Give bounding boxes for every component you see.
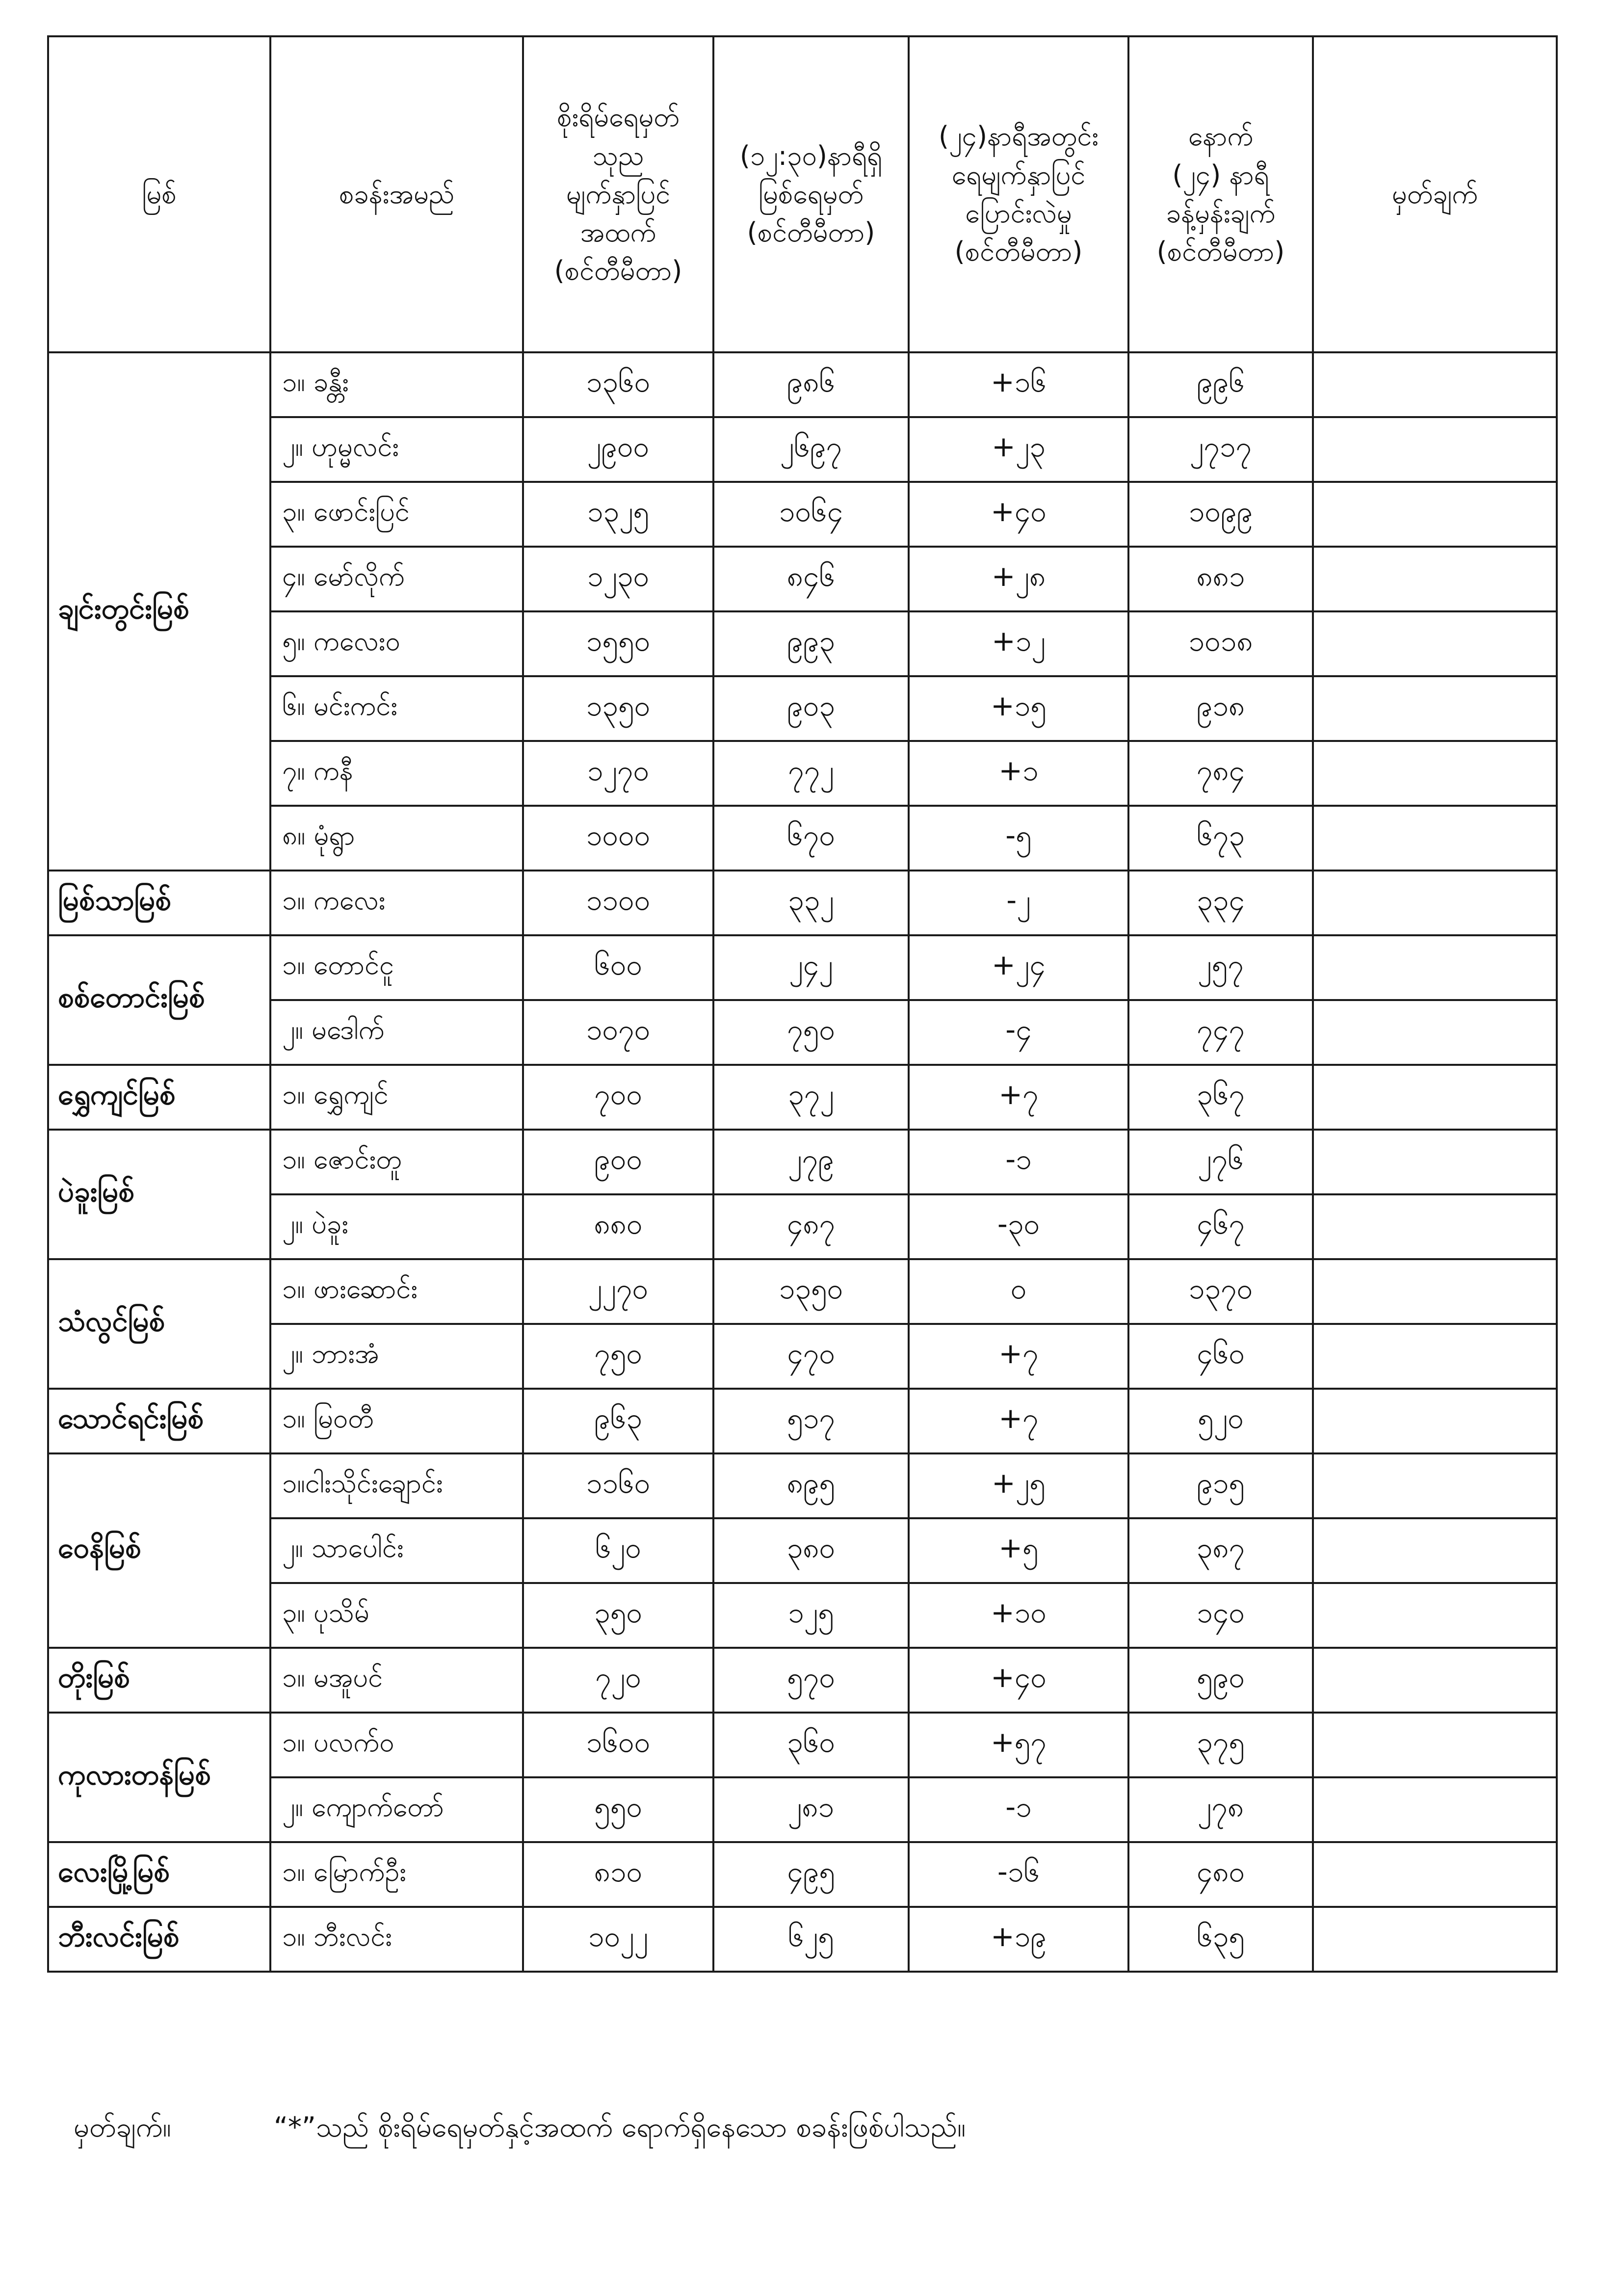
level-change-cell: -၅ xyxy=(909,806,1128,871)
level-change-cell: +၂၄ xyxy=(909,935,1128,1000)
level-change-cell: +၁၅ xyxy=(909,676,1128,741)
footnote-text: “*”သည် စိုးရိမ်ရေမှတ်နှင့်အထက် ရောက်ရှိနေသော စခန်းဖြစ်ပါသည်။ xyxy=(273,2111,966,2143)
forecast-level-cell: ၁၀၁၈ xyxy=(1128,611,1313,676)
table-row xyxy=(48,935,1557,1000)
forecast-level-cell: ၁၃၇၀ xyxy=(1128,1259,1313,1324)
river-name-cell: လေးမြို့မြစ် xyxy=(48,1842,270,1907)
current-level-cell: ၃၈၀ xyxy=(713,1518,909,1583)
table-row xyxy=(48,1065,1557,1130)
level-change-cell: -၁ xyxy=(909,1130,1128,1194)
current-level-cell: ၃၆၀ xyxy=(713,1713,909,1777)
header-line: ပြောင်းလဲမှု xyxy=(965,198,1072,229)
river-name-cell: စစ်တောင်းမြစ် xyxy=(48,935,270,1065)
station-name-cell: ၂။ ပဲခူး xyxy=(270,1194,523,1259)
remark-cell xyxy=(1313,1648,1557,1713)
forecast-level-cell: ၉၁၈ xyxy=(1128,676,1313,741)
station-name-cell: ၄။ မော်လိုက် xyxy=(270,547,523,611)
level-change-cell: -၁ xyxy=(909,1777,1128,1842)
remark-cell xyxy=(1313,547,1557,611)
remark-cell xyxy=(1313,1583,1557,1648)
danger-level-cell: ၇၅၀ xyxy=(523,1324,713,1389)
header-line: (၂၄)နာရီအတွင်း xyxy=(938,121,1099,152)
forecast-level-cell: ၄၈၀ xyxy=(1128,1842,1313,1907)
header-line: စခန်းအမည် xyxy=(339,178,455,210)
river-name-cell: တိုးမြစ် xyxy=(48,1648,270,1713)
level-change-cell: +၄၀ xyxy=(909,482,1128,547)
danger-level-cell: ၂၉၀၀ xyxy=(523,417,713,482)
remark-cell xyxy=(1313,1777,1557,1842)
forecast-level-cell: ၉၁၅ xyxy=(1128,1453,1313,1518)
table-row xyxy=(48,1518,1557,1583)
danger-level-cell: ၃၅၀ xyxy=(523,1583,713,1648)
danger-level-cell: ၁၀၂၂ xyxy=(523,1907,713,1972)
header-line: မှတ်ချက် xyxy=(1391,178,1478,210)
station-name-cell: ၁။ငါးသိုင်းချောင်း xyxy=(270,1453,523,1518)
current-level-cell: ၁၂၅ xyxy=(713,1583,909,1648)
table-row xyxy=(48,1907,1557,1972)
table-row xyxy=(48,741,1557,806)
forecast-level-cell: ၅၉၀ xyxy=(1128,1648,1313,1713)
header-24h-forecast xyxy=(1128,36,1313,352)
header-line: မြစ်ရေမှတ် xyxy=(758,178,864,210)
station-name-cell: ၂။ မဒေါက် xyxy=(270,1000,523,1065)
station-name-cell: ၁။ ရွှေကျင် xyxy=(270,1065,523,1130)
station-name-cell: ၈။ မုံရွာ xyxy=(270,806,523,871)
header-danger-level xyxy=(523,36,713,352)
current-level-cell: ၅၇၀ xyxy=(713,1648,909,1713)
danger-level-cell: ၁၂၃၀ xyxy=(523,547,713,611)
header-line: ရေမျက်နှာပြင် xyxy=(951,159,1086,190)
level-change-cell: +၇ xyxy=(909,1324,1128,1389)
forecast-level-cell: ၆၃၅ xyxy=(1128,1907,1313,1972)
current-level-cell: ၇၇၂ xyxy=(713,741,909,806)
current-level-cell: ၄၈၇ xyxy=(713,1194,909,1259)
header-line: သုည xyxy=(592,140,644,171)
forecast-level-cell: ၄၆၀ xyxy=(1128,1324,1313,1389)
forecast-level-cell: ၅၂၀ xyxy=(1128,1389,1313,1453)
level-change-cell: +၁ xyxy=(909,741,1128,806)
forecast-level-cell: ၄၆၇ xyxy=(1128,1194,1313,1259)
remark-cell xyxy=(1313,482,1557,547)
current-level-cell: ၅၁၇ xyxy=(713,1389,909,1453)
danger-level-cell: ၇၂၀ xyxy=(523,1648,713,1713)
level-change-cell: +၅ xyxy=(909,1518,1128,1583)
table-row xyxy=(48,1130,1557,1194)
header-current-level xyxy=(713,36,909,352)
header-line: (စင်တီမီတာ) xyxy=(554,255,682,287)
remark-cell xyxy=(1313,1324,1557,1389)
danger-level-cell: ၁၀၇၀ xyxy=(523,1000,713,1065)
level-change-cell: -၃၀ xyxy=(909,1194,1128,1259)
station-name-cell: ၃။ ဖောင်းပြင် xyxy=(270,482,523,547)
danger-level-cell: ၉၆၃ xyxy=(523,1389,713,1453)
table-row xyxy=(48,1842,1557,1907)
remark-cell xyxy=(1313,1713,1557,1777)
level-change-cell: -၁၆ xyxy=(909,1842,1128,1907)
current-level-cell: ၈၉၅ xyxy=(713,1453,909,1518)
remark-cell xyxy=(1313,1907,1557,1972)
table-row xyxy=(48,1259,1557,1324)
remark-cell xyxy=(1313,806,1557,871)
remark-cell xyxy=(1313,1842,1557,1907)
station-name-cell: ၁။ မအူပင် xyxy=(270,1648,523,1713)
station-name-cell: ၁။ တောင်ငူ xyxy=(270,935,523,1000)
level-change-cell: +၄၀ xyxy=(909,1648,1128,1713)
level-change-cell: +၂၅ xyxy=(909,1453,1128,1518)
forecast-level-cell: ၂၅၇ xyxy=(1128,935,1313,1000)
remark-cell xyxy=(1313,1194,1557,1259)
forecast-level-cell: ၉၉၆ xyxy=(1128,352,1313,417)
remark-cell xyxy=(1313,417,1557,482)
station-name-cell: ၃။ ပုသိမ် xyxy=(270,1583,523,1648)
current-level-cell: ၃၃၂ xyxy=(713,871,909,935)
river-name-cell: သောင်ရင်းမြစ် xyxy=(48,1389,270,1453)
current-level-cell: ၂၆၉၇ xyxy=(713,417,909,482)
forecast-level-cell: ၃၇၅ xyxy=(1128,1713,1313,1777)
table-row xyxy=(48,1777,1557,1842)
danger-level-cell: ၆၀၀ xyxy=(523,935,713,1000)
remark-cell xyxy=(1313,1259,1557,1324)
level-change-cell: +၅၇ xyxy=(909,1713,1128,1777)
station-name-cell: ၂။ ကျောက်တော် xyxy=(270,1777,523,1842)
current-level-cell: ၂၇၉ xyxy=(713,1130,909,1194)
table-row xyxy=(48,806,1557,871)
danger-level-cell: ၈၁၀ xyxy=(523,1842,713,1907)
remark-cell xyxy=(1313,676,1557,741)
river-name-cell: ဘီးလင်းမြစ် xyxy=(48,1907,270,1972)
current-level-cell: ၆၇၀ xyxy=(713,806,909,871)
station-name-cell: ၅။ ကလေးဝ xyxy=(270,611,523,676)
station-name-cell: ၂။ ဟုမ္မလင်း xyxy=(270,417,523,482)
current-level-cell: ၄၉၅ xyxy=(713,1842,909,1907)
station-name-cell: ၁။ ပလက်ဝ xyxy=(270,1713,523,1777)
header-line: မြစ် xyxy=(142,178,177,210)
remark-cell xyxy=(1313,352,1557,417)
level-change-cell: -၂ xyxy=(909,871,1128,935)
current-level-cell: ၃၇၂ xyxy=(713,1065,909,1130)
table-row xyxy=(48,1713,1557,1777)
remark-cell xyxy=(1313,935,1557,1000)
danger-level-cell: ၁၃၂၅ xyxy=(523,482,713,547)
station-name-cell: ၁။ ဇောင်းတူ xyxy=(270,1130,523,1194)
level-change-cell: +၂၈ xyxy=(909,547,1128,611)
forecast-level-cell: ၈၈၁ xyxy=(1128,547,1313,611)
table-body xyxy=(48,352,1557,1972)
current-level-cell: ၆၂၅ xyxy=(713,1907,909,1972)
header-line: အထက် xyxy=(580,217,656,248)
river-name-cell: ကုလားတန်မြစ် xyxy=(48,1713,270,1842)
forecast-level-cell: ၇၈၄ xyxy=(1128,741,1313,806)
remark-cell xyxy=(1313,871,1557,935)
station-name-cell: ၁။ မြောက်ဦး xyxy=(270,1842,523,1907)
level-change-cell: +၁၆ xyxy=(909,352,1128,417)
level-change-cell: +၂၃ xyxy=(909,417,1128,482)
table-row xyxy=(48,1648,1557,1713)
station-name-cell: ၁။ ဘီးလင်း xyxy=(270,1907,523,1972)
header-line: နောက် xyxy=(1188,121,1254,152)
remark-cell xyxy=(1313,1065,1557,1130)
station-name-cell: ၁။ ကလေး xyxy=(270,871,523,935)
danger-level-cell: ၁၁၀၀ xyxy=(523,871,713,935)
remark-cell xyxy=(1313,741,1557,806)
header-line: (၁၂:၃၀)နာရီရှိ xyxy=(739,140,883,171)
danger-level-cell: ၅၅၀ xyxy=(523,1777,713,1842)
table-row xyxy=(48,1000,1557,1065)
header-river xyxy=(48,36,270,352)
header-line: မျက်နှာပြင် xyxy=(566,178,671,210)
danger-level-cell: ၂၂၇၀ xyxy=(523,1259,713,1324)
river-name-cell: ဝေနိမြစ် xyxy=(48,1453,270,1648)
current-level-cell: ၁၀၆၄ xyxy=(713,482,909,547)
forecast-level-cell: ၂၇၁၇ xyxy=(1128,417,1313,482)
current-level-cell: ၈၄၆ xyxy=(713,547,909,611)
header-line: (စင်တီမီတာ) xyxy=(1156,236,1285,267)
level-change-cell: -၄ xyxy=(909,1000,1128,1065)
station-name-cell: ၂။ သာပေါင်း xyxy=(270,1518,523,1583)
table-row xyxy=(48,417,1557,482)
forecast-level-cell: ၂၇၈ xyxy=(1128,1777,1313,1842)
header-row xyxy=(48,36,1557,352)
danger-level-cell: ၁၃၅၀ xyxy=(523,676,713,741)
table-row xyxy=(48,1453,1557,1518)
forecast-level-cell: ၃၆၇ xyxy=(1128,1065,1313,1130)
header-24h-change xyxy=(909,36,1128,352)
river-name-cell: သံလွင်မြစ် xyxy=(48,1259,270,1389)
header-line: ခန့်မှန်းချက် xyxy=(1166,198,1276,229)
level-change-cell: ၀ xyxy=(909,1259,1128,1324)
forecast-level-cell: ၃၈၇ xyxy=(1128,1518,1313,1583)
table-row xyxy=(48,352,1557,417)
header-line: (စင်တီမီတာ) xyxy=(954,236,1083,267)
footnote xyxy=(74,2110,1545,2150)
danger-level-cell: ၁၆၀၀ xyxy=(523,1713,713,1777)
danger-level-cell: ၁၂၇၀ xyxy=(523,741,713,806)
station-name-cell: ၁။ ခန္တီး xyxy=(270,352,523,417)
current-level-cell: ၄၇၀ xyxy=(713,1324,909,1389)
remark-cell xyxy=(1313,1389,1557,1453)
level-change-cell: +၁၉ xyxy=(909,1907,1128,1972)
remark-cell xyxy=(1313,1453,1557,1518)
remark-cell xyxy=(1313,1518,1557,1583)
danger-level-cell: ၇၀၀ xyxy=(523,1065,713,1130)
danger-level-cell: ၉၀၀ xyxy=(523,1130,713,1194)
table-row xyxy=(48,1324,1557,1389)
station-name-cell: ၁။ မြဝတီ xyxy=(270,1389,523,1453)
forecast-level-cell: ၂၇၆ xyxy=(1128,1130,1313,1194)
danger-level-cell: ၁၃၆၀ xyxy=(523,352,713,417)
station-name-cell: ၂။ ဘားအံ xyxy=(270,1324,523,1389)
danger-level-cell: ၁၁၆၀ xyxy=(523,1453,713,1518)
level-change-cell: +၁၂ xyxy=(909,611,1128,676)
header-remarks xyxy=(1313,36,1557,352)
station-name-cell: ၆။ မင်းကင်း xyxy=(270,676,523,741)
station-name-cell: ၇။ ကနီ xyxy=(270,741,523,806)
river-name-cell: ပဲခူးမြစ် xyxy=(48,1130,270,1259)
current-level-cell: ၉၀၃ xyxy=(713,676,909,741)
header-station xyxy=(270,36,523,352)
remark-cell xyxy=(1313,611,1557,676)
table-row xyxy=(48,676,1557,741)
danger-level-cell: ၈၈၀ xyxy=(523,1194,713,1259)
header-line: စိုးရိမ်ရေမှတ် xyxy=(557,102,680,133)
forecast-level-cell: ၇၄၇ xyxy=(1128,1000,1313,1065)
level-change-cell: +၇ xyxy=(909,1389,1128,1453)
level-change-cell: +၇ xyxy=(909,1065,1128,1130)
table-row xyxy=(48,1389,1557,1453)
river-name-cell: မြစ်သာမြစ် xyxy=(48,871,270,935)
current-level-cell: ၁၃၅၀ xyxy=(713,1259,909,1324)
river-name-cell: ချင်းတွင်းမြစ် xyxy=(48,352,270,871)
danger-level-cell: ၁၅၅၀ xyxy=(523,611,713,676)
table-row xyxy=(48,611,1557,676)
table-row xyxy=(48,871,1557,935)
level-change-cell: +၁၀ xyxy=(909,1583,1128,1648)
remark-cell xyxy=(1313,1000,1557,1065)
table-row xyxy=(48,1583,1557,1648)
table-row xyxy=(48,547,1557,611)
header-line: (၂၄) နာရီ xyxy=(1172,159,1269,190)
current-level-cell: ၂၄၂ xyxy=(713,935,909,1000)
current-level-cell: ၉၉၃ xyxy=(713,611,909,676)
forecast-level-cell: ၁၄၀ xyxy=(1128,1583,1313,1648)
header-line: (စင်တီမီတာ) xyxy=(747,217,875,248)
river-water-level-table xyxy=(47,35,1558,1973)
footnote-label: မှတ်ချက်။ xyxy=(74,2111,171,2143)
current-level-cell: ၇၅၀ xyxy=(713,1000,909,1065)
table-row xyxy=(48,1194,1557,1259)
remark-cell xyxy=(1313,1130,1557,1194)
current-level-cell: ၉၈၆ xyxy=(713,352,909,417)
forecast-level-cell: ၆၇၃ xyxy=(1128,806,1313,871)
current-level-cell: ၂၈၁ xyxy=(713,1777,909,1842)
danger-level-cell: ၆၂၀ xyxy=(523,1518,713,1583)
forecast-level-cell: ၁၀၉၉ xyxy=(1128,482,1313,547)
river-name-cell: ရွှေကျင်မြစ် xyxy=(48,1065,270,1130)
danger-level-cell: ၁၀၀၀ xyxy=(523,806,713,871)
station-name-cell: ၁။ ဖားဆောင်း xyxy=(270,1259,523,1324)
forecast-level-cell: ၃၃၄ xyxy=(1128,871,1313,935)
table-row xyxy=(48,482,1557,547)
